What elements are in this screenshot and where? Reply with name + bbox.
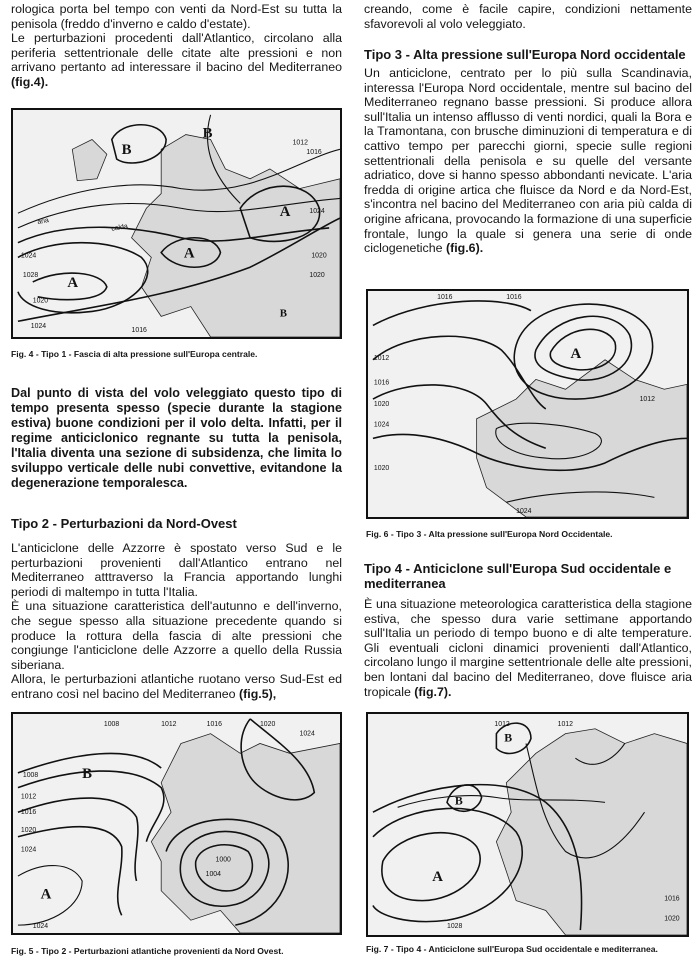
svg-text:1012: 1012 — [639, 396, 655, 404]
svg-text:1020: 1020 — [664, 915, 680, 923]
tipo4-paragraph — [364, 597, 692, 699]
intro-paragraph — [11, 2, 342, 90]
fig6-ref: (fig.6). — [445, 241, 484, 256]
svg-text:aria: aria — [36, 217, 50, 226]
fig5-ref: (fig.5), — [239, 686, 277, 701]
svg-text:calda: calda — [110, 223, 129, 233]
fig6-weather-map — [366, 289, 689, 519]
svg-text:1016: 1016 — [20, 809, 37, 817]
svg-text:1020: 1020 — [373, 464, 390, 472]
tipo3-heading: Tipo 3 - Alta pressione sull'Europa Nord occidentale — [364, 47, 686, 62]
svg-text:1020: 1020 — [32, 297, 49, 305]
volo-veleggiato-paragraph: Dal punto di vista del volo veleggiato questo tipo di tempo presenta spesso (specie durante la stagione estiva) buone condizioni per il volo delta. Infatti, per il regime anticiclonico regnante su tutta la penisola, l'Italia diventa una sezione di subsidenza, che limita lo sviluppo verticale delle nubi convettive, evitandone la degenerazione temporalesca. — [11, 386, 342, 490]
svg-text:1024: 1024 — [299, 730, 315, 738]
fig6-caption: Fig. 6 - Tipo 3 - Alta pressione sull'Europa Nord Occidentale. — [366, 529, 613, 539]
svg-text:1012: 1012 — [161, 720, 177, 728]
svg-text:B: B — [504, 730, 513, 745]
svg-text:1020: 1020 — [309, 272, 325, 280]
svg-text:1012: 1012 — [557, 720, 573, 728]
svg-text:B: B — [82, 765, 93, 782]
svg-text:1008: 1008 — [22, 771, 39, 779]
fig7-ref: (fig.7). — [414, 684, 452, 699]
fig7-weather-map — [366, 712, 689, 937]
svg-text:A: A — [67, 274, 79, 291]
svg-text:B: B — [454, 793, 463, 808]
svg-text:A: A — [570, 345, 582, 362]
fig4-weather-map — [11, 108, 342, 339]
svg-text:1028: 1028 — [22, 272, 39, 280]
svg-text:1020: 1020 — [311, 252, 327, 260]
svg-text:1012: 1012 — [292, 139, 308, 147]
tipo2-heading: Tipo 2 - Perturbazioni da Nord-Ovest — [11, 516, 237, 531]
tipo2-paragraph-3 — [11, 672, 342, 701]
fig7-caption: Fig. 7 - Tipo 4 - Anticiclone sull'Europa Sud occidentale e mediterranea. — [366, 944, 658, 954]
tipo3-text: Un anticiclone, centrato per lo più sulla Scandinavia, interessa l'Europa Nord occidentale, mentre sul bacino del Mediterraneo regnano basse pressioni. Si produce allora sull'Italia un intenso afflusso di venti nordici, quali la Bora e la Tramontana, con brusche diminuzioni di temperatura e di cattivo tempo per parecchi giorni, specie sulle regioni settentrionali della penisola e su quelle del versante adriatico, dove si hanno spesso abbondanti nevicate. L'aria fredda di origine artica che fluisce da Nord e da Nord-Est, s'incontra nel bacino del Mediterraneo con aria più calda di origine africana, provocando la formazione di una superficie frontale, lungo la quale si genera una serie di onde ciclogenetiche — [364, 66, 692, 256]
tipo2-paragraph-2: È una situazione caratteristica dell'autunno e dell'inverno, che segue spesso alla situazione precedente quando si produce la rottura della fascia di alte pressioni che congiunge l'anticiclone delle Azzorre a quello della Russia siberiana. — [11, 599, 342, 672]
svg-text:1024: 1024 — [373, 421, 390, 429]
svg-text:1020: 1020 — [259, 720, 276, 728]
tipo4-text: È una situazione meteorologica caratteristica della stagione estiva, che spesso dura varie settimane apportando sull'Italia un periodo di tempo buono e di alte temperature. Gli eventuali cicloni dinamici provenienti dall'Atlantico, circolano lungo il margine settentrionale delle alte pressioni, ben lontani dal bacino del Mediterraneo, dove fluisce aria tropicale — [364, 597, 692, 699]
intro2-text: Le perturbazioni procedenti dall'Atlantico, circolano alla periferia settentrionale delle citate alte pressioni e non arrivano pertanto ad interessare il bacino del Mediterraneo — [11, 31, 342, 75]
fig5-weather-map — [11, 712, 342, 935]
tipo2-p3-text: Allora, le perturbazioni atlantiche ruotano verso Sud-Est ed entrano così nel bacino del Mediterraneo — [11, 672, 342, 701]
svg-text:1016: 1016 — [306, 149, 322, 157]
svg-text:B: B — [202, 125, 213, 142]
svg-text:1016: 1016 — [131, 327, 147, 335]
svg-text:1012: 1012 — [20, 793, 37, 801]
svg-text:1000: 1000 — [215, 856, 231, 864]
intro-text: rologica porta bel tempo con venti da Nord-Est su tutta la penisola (freddo d'inverno e caldo d'estate). — [11, 2, 342, 31]
svg-text:B: B — [279, 307, 287, 320]
tipo3-paragraph — [364, 66, 692, 256]
svg-text:1016: 1016 — [373, 379, 390, 387]
svg-text:1016: 1016 — [437, 293, 453, 301]
svg-text:1020: 1020 — [20, 826, 37, 834]
tipo2-paragraph-1: L'anticiclone delle Azzorre è spostato verso Sud e le perturbazioni provenienti dall'Atlantico entrano nel Mediterraneo atttraverso la Francia apportando lunghi periodi di maltempo in tutta l'Italia. — [11, 541, 342, 599]
right-intro-paragraph: creando, come è facile capire, condizioni nettamente sfavorevoli al volo veleggiato. — [364, 2, 692, 31]
svg-text:1020: 1020 — [373, 400, 390, 408]
svg-text:1024: 1024 — [32, 923, 49, 931]
tipo4-heading: Tipo 4 - Anticiclone sull'Europa Sud occidentale e mediterranea — [364, 561, 672, 591]
svg-text:1016: 1016 — [664, 895, 680, 903]
svg-text:1024: 1024 — [30, 323, 47, 331]
svg-text:A: A — [183, 245, 195, 262]
svg-text:B: B — [121, 142, 132, 159]
tipo2-body — [11, 541, 342, 702]
fig5-caption: Fig. 5 - Tipo 2 - Perturbazioni atlantiche provenienti da Nord Ovest. — [11, 946, 284, 956]
svg-text:1004: 1004 — [205, 871, 221, 879]
svg-text:1024: 1024 — [309, 208, 325, 216]
svg-text:A: A — [432, 869, 443, 885]
svg-text:1024: 1024 — [20, 252, 37, 260]
svg-text:1028: 1028 — [447, 923, 463, 931]
svg-text:1024: 1024 — [20, 846, 37, 854]
fig4-ref: (fig.4). — [11, 74, 49, 89]
svg-text:1008: 1008 — [103, 720, 120, 728]
svg-text:1012: 1012 — [494, 720, 510, 728]
svg-text:A: A — [279, 204, 291, 221]
svg-text:1012: 1012 — [373, 354, 390, 362]
svg-text:1024: 1024 — [516, 508, 532, 516]
fig4-caption: Fig. 4 - Tipo 1 - Fascia di alta pressione sull'Europa centrale. — [11, 349, 258, 359]
svg-text:1016: 1016 — [206, 720, 222, 728]
svg-text:A: A — [40, 886, 52, 903]
svg-text:1016: 1016 — [506, 293, 522, 301]
